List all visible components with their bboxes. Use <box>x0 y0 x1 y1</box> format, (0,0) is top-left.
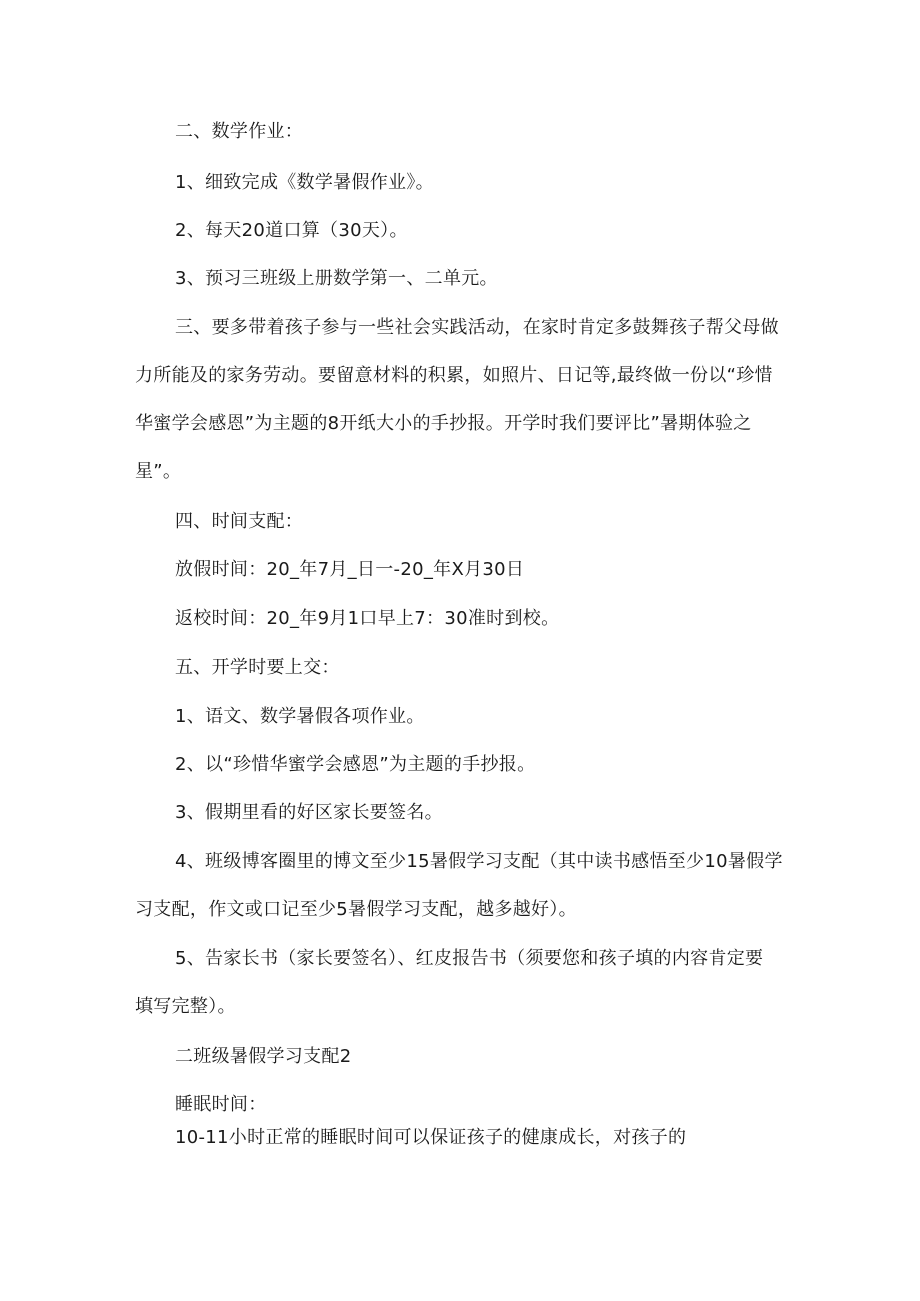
section-heading-submit: 五、开学时要上交： <box>175 657 340 678</box>
list-item: 3、预习三班级上册数学第一、二单元。 <box>175 268 498 289</box>
list-item: 3、假期里看的好区家长要签名。 <box>175 802 443 823</box>
paragraph-social-practice-line: 力所能及的家务劳动。要留意材料的积累，如照片、日记等,最终做一份以“珍惜 <box>135 365 773 386</box>
list-item: 1、细致完成《数学暑假作业》。 <box>175 172 434 193</box>
list-item: 5、告家长书（家长要签名）、红皮报告书（须要您和孩子填的内容肯定要 <box>175 948 764 969</box>
sleep-time-heading: 睡眠时间： <box>175 1094 267 1115</box>
section-title-plan-2: 二班级暑假学习支配2 <box>175 1046 352 1067</box>
section-heading-math-homework: 二、数学作业： <box>175 121 304 142</box>
list-item-continuation: 习支配，作文或口记至少5暑假学习支配，越多越好）。 <box>135 899 577 920</box>
paragraph-social-practice-line: 华蜜学会感恩”为主题的8开纸大小的手抄报。开学时我们要评比”暑期体验之 <box>135 413 752 434</box>
list-item: 2、以“珍惜华蜜学会感恩”为主题的手抄报。 <box>175 754 536 775</box>
paragraph-social-practice-line: 三、要多带着孩子参与一些社会实践活动，在家时肯定多鼓舞孩子帮父母做 <box>175 317 779 338</box>
list-item-continuation: 填写完整）。 <box>135 996 236 1017</box>
holiday-time-text: 放假时间：20_年7月_日一-20_年X月30日 <box>175 559 525 580</box>
return-time-text: 返校时间：20_年9月1口早上7：30准时到校。 <box>175 608 560 629</box>
list-item: 1、语文、数学暑假各项作业。 <box>175 706 425 727</box>
sleep-time-text: 10-11小时正常的睡眠时间可以保证孩子的健康成长，对孩子的 <box>175 1127 687 1148</box>
section-heading-time-schedule: 四、时间支配： <box>175 511 304 532</box>
list-item: 4、班级博客圈里的博文至少15暑假学习支配（其中读书感悟至少10暑假学 <box>175 851 783 872</box>
list-item: 2、每天20道口算（30天）。 <box>175 220 408 241</box>
paragraph-social-practice-line: 星”。 <box>135 461 182 482</box>
